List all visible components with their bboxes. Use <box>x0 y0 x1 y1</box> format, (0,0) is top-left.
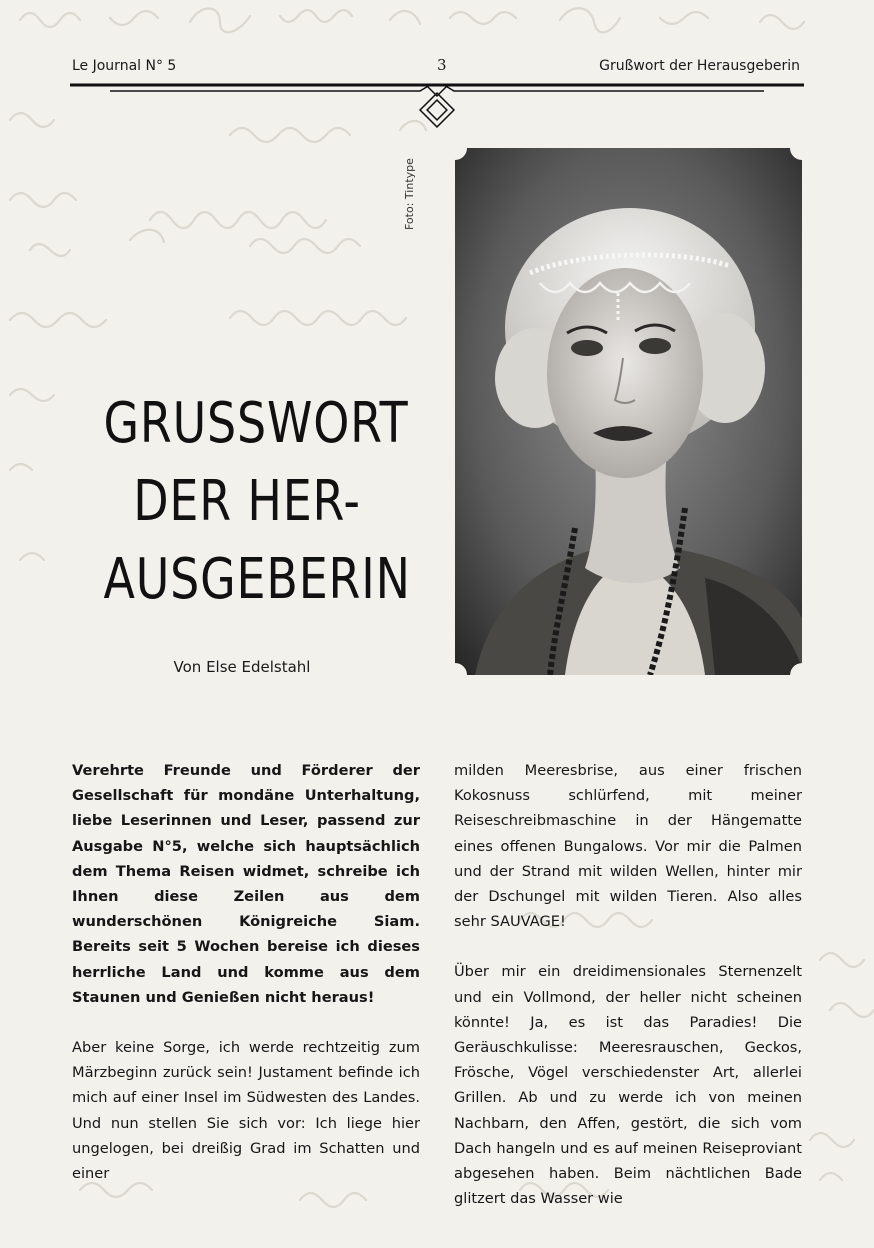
body-paragraph: milden Meeresbrise, aus einer frischen Kokosnuss schlürfend, mit meiner Reiseschreibmaschine in der Hängematte eines offenen Bungalows. Vor mir die Palmen und der Strand mit wilden Wellen, hinter mir der Dschungel mit wilden Tieren. Also alles sehr SAUVAGE! <box>454 762 802 931</box>
body-column-left <box>72 758 420 1211</box>
running-header-section: Grußwort der Herausgeberin <box>599 58 800 74</box>
author-byline: Von Else Edelstahl <box>173 658 311 676</box>
photo-credit: Foto: Tintype <box>403 158 416 230</box>
body-column-right <box>454 758 802 1236</box>
page-number: 3 <box>437 56 447 74</box>
running-header-journal: Le Journal N° 5 <box>72 58 177 74</box>
title-line: GRUSSWORT <box>103 391 409 456</box>
title-line: AUSGEBERIN <box>103 547 411 612</box>
lead-paragraph: Verehrte Freunde und Förderer der Gesellschaft für mondäne Unterhaltung, liebe Leserinnen und Leser, passend zur Ausgabe N°5, welche sich hauptsächlich dem Thema Reisen widmet, schreibe ich Ihnen diese Zeilen aus dem wunderschönen Königreiche Siam. Bereits seit 5 Wochen bereise ich dieses herrliche Land und komme aus dem Staunen und Genießen nicht heraus! <box>72 762 420 1006</box>
portrait-photo <box>455 148 802 675</box>
body-paragraph: Über mir ein dreidimensionales Sternenzelt und ein Vollmond, der heller nicht scheinen könnte! Ja, es ist das Paradies! Die Geräuschkulisse: Meeresrauschen, Geckos, Frösche, Vögel verschiedenster Art, allerlei Grillen. Ab und zu werde ich von meinen Nachbarn, den Affen, gestört, die sich vom Dach hangeln und es auf meinen Reiseproviant abgesehen haben. Beim nächtlichen Bade glitzert das Wasser wie <box>454 963 802 1208</box>
title-line: DER HER- <box>133 469 361 534</box>
body-paragraph: Aber keine Sorge, ich werde rechtzeitig zum Märzbeginn zurück sein! Justament befinde ich mich auf einer Insel im Südwesten des Landes. Und nun stellen Sie sich vor: Ich liege hier ungelogen, bei dreißig Grad im Schatten und einer <box>72 1039 420 1183</box>
header-ornament-rule <box>70 82 804 134</box>
article-title <box>103 385 411 619</box>
